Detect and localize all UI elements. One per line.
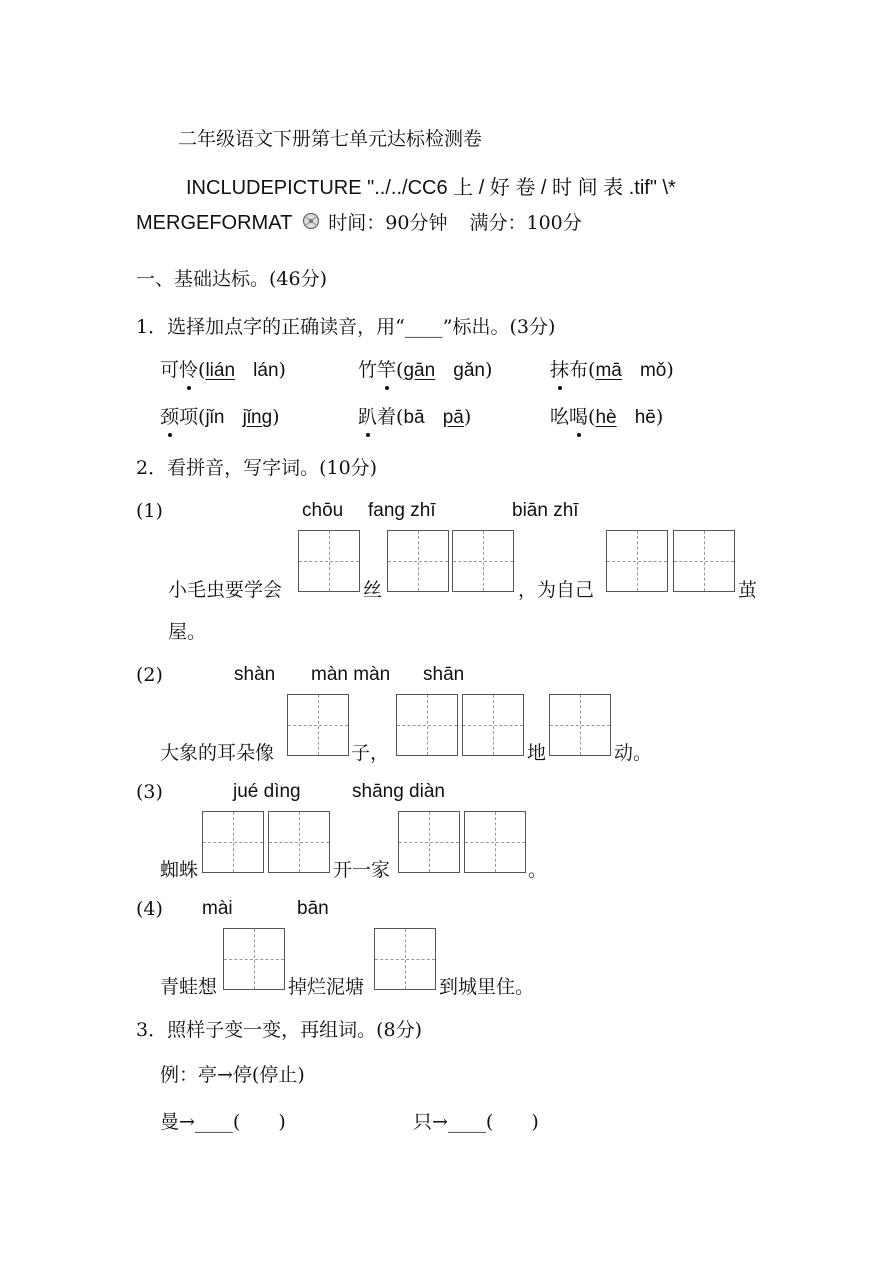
pinyin-hint: bān [297,898,329,919]
question-2-prompt: 2．看拼音，写字词。(10分) [136,457,378,479]
sentence-text: 蜘蛛 [160,859,199,881]
pinyin-hint: màn màn [311,664,391,685]
subquestion-number: (1) [136,500,163,522]
writing-grid-box[interactable] [374,928,436,990]
fill-in-item[interactable]: 只→____( ) [413,1111,539,1133]
writing-grid-box[interactable] [387,530,449,592]
sentence-text: 屋。 [168,621,207,643]
pinyin-hint: mài [202,898,233,919]
writing-grid-box[interactable] [606,530,668,592]
page-title: 二年级语文下册第七单元达标检测卷 [178,128,483,150]
pinyin-hint: chōu [302,500,344,521]
sentence-text: 小毛虫要学会 [168,579,283,601]
pinyin-choice-item: 竹竿(gān gǎn) [358,355,492,382]
subquestion-number: (3) [136,781,163,803]
sentence-text: 动。 [614,742,653,764]
fill-in-item[interactable]: 曼→____( ) [160,1111,286,1133]
writing-grid-box[interactable] [452,530,514,592]
pinyin-choice-item: 颈项(jǐn jǐng) [160,402,280,429]
sentence-text: 茧 [738,579,758,601]
writing-grid-box[interactable] [298,530,360,592]
writing-grid-box[interactable] [464,811,526,873]
question-1-prompt: 1．选择加点字的正确读音，用“____”标出。(3分) [136,316,556,338]
sentence-text: 地 [527,742,547,764]
sentence-text: ，为自己 [518,579,595,601]
writing-grid-box[interactable] [549,694,611,756]
writing-grid-box[interactable] [268,811,330,873]
pinyin-hint: shàn [234,664,276,685]
writing-grid-box[interactable] [202,811,264,873]
pinyin-hint: jué dìng [233,781,301,802]
pinyin-choice-item: 吆喝(hè hē) [550,402,663,429]
pinyin-choice-item: 抹布(mā mǒ) [550,355,674,382]
example-line: 例：亭→停(停止) [160,1064,305,1086]
subquestion-number: (2) [136,664,163,686]
field-code-line1: INCLUDEPICTURE "../../CC6 上 / 好 卷 / 时 间 表 .tif" \* [186,177,676,199]
clock-picture-icon [302,212,320,230]
writing-grid-box[interactable] [398,811,460,873]
field-code-line2: MERGEFORMAT [136,212,293,234]
subquestion-number: (4) [136,898,163,920]
pinyin-hint: shāng diàn [352,781,445,802]
writing-grid-box[interactable] [396,694,458,756]
pinyin-hint: biān zhī [512,500,579,521]
pinyin-choice-item: 趴着(bā pā) [358,402,471,429]
pinyin-hint: shān [423,664,465,685]
question-3-prompt: 3．照样子变一变，再组词。(8分) [136,1019,423,1041]
sentence-text: 开一家 [333,859,391,881]
writing-grid-box[interactable] [287,694,349,756]
sentence-text: 掉烂泥塘 [288,976,365,998]
sentence-text: 子， [351,742,390,764]
writing-grid-box[interactable] [673,530,735,592]
sentence-text: 。 [528,859,548,881]
sentence-text: 丝 [363,579,383,601]
sentence-text: 青蛙想 [160,976,218,998]
header-info-line [136,208,582,235]
pinyin-choice-item: 可怜(lián lán) [160,355,286,382]
time-label: 时间：90分钟 [328,212,448,234]
section-heading: 一、基础达标。(46分) [136,268,328,290]
sentence-text: 大象的耳朵像 [160,742,275,764]
pinyin-hint: fang zhī [368,500,436,521]
writing-grid-box[interactable] [223,928,285,990]
score-label: 满分：100分 [469,212,582,234]
sentence-text: 到城里住。 [439,976,535,998]
writing-grid-box[interactable] [462,694,524,756]
